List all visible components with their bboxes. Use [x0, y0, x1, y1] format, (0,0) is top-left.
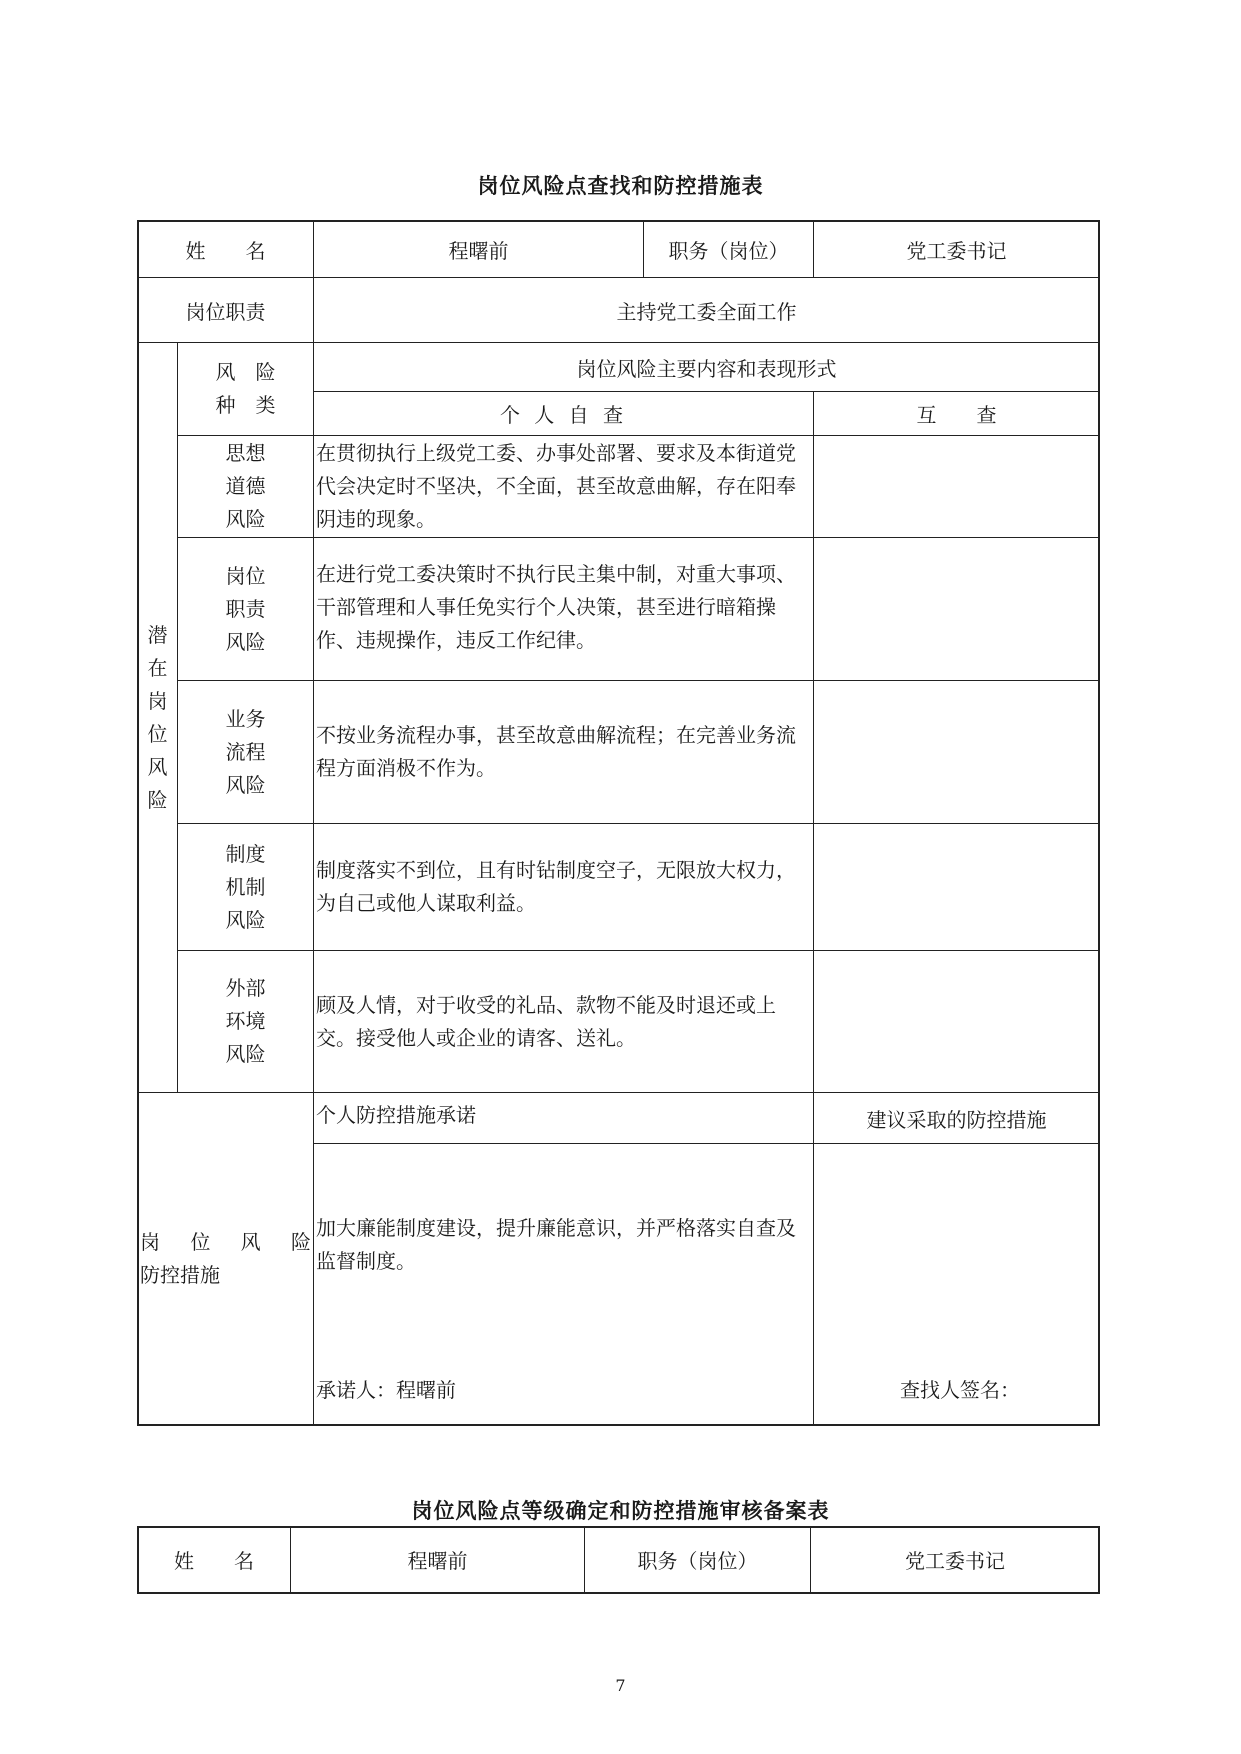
filing-name-label: 姓 名: [138, 1527, 291, 1593]
duty-label: 岗位职责: [138, 278, 314, 343]
mutual-check-cell: [814, 538, 1100, 681]
risk-type-header-line: 风 险: [215, 360, 276, 384]
side-char: 风: [147, 754, 168, 779]
risk-row: [138, 681, 1100, 824]
table2-title: 岗位风险点等级确定和防控措施审核备案表: [411, 1499, 830, 1523]
risk-type-line: 环境: [225, 1009, 266, 1033]
measures-header-row: [138, 1093, 1100, 1144]
position-label: 职务（岗位）: [644, 221, 814, 278]
risk-type-line: 思想: [225, 441, 266, 465]
table1-title: 岗位风险点查找和防控措施表: [477, 174, 764, 198]
risk-type: [178, 824, 314, 951]
promiser-label: 承诺人：程曙前: [316, 1378, 456, 1402]
position-value: 党工委书记: [814, 221, 1100, 278]
risk-type-line: 风险: [225, 629, 266, 654]
measures-label-char: 风: [240, 1230, 261, 1254]
risk-type: [178, 951, 314, 1093]
risk-row: [138, 538, 1100, 681]
name-row: [138, 221, 1100, 278]
personal-measures-header: 个人防控措施承诺: [314, 1093, 814, 1144]
self-check-text: 在进行党工委决策时不执行民主集中制，对重大事项、干部管理和人事任免实行个人决策，甚至进行暗箱操作、违规操作，违反工作纪律。: [314, 538, 814, 681]
side-char: 位: [147, 721, 168, 746]
risk-type-line: 岗位: [225, 563, 266, 588]
risk-type-line: 业务: [225, 706, 266, 731]
risk-type-line: 风险: [225, 507, 266, 531]
measures-label-line1: [140, 1226, 311, 1259]
risk-type-line: 制度: [225, 841, 266, 866]
side-char: 险: [147, 787, 168, 812]
risk-type-line: 风险: [225, 772, 266, 797]
finder-signature-label: 查找人签名：: [900, 1378, 1020, 1402]
content-header-row: [138, 343, 1100, 392]
risk-type-line: 道德: [225, 474, 266, 498]
name-label: 姓 名: [138, 221, 314, 278]
risk-type-line: 风险: [225, 1042, 266, 1066]
measures-label: [138, 1093, 314, 1426]
measures-label-char: 险: [290, 1230, 311, 1254]
risk-type: [178, 436, 314, 538]
duty-value: 主持党工委全面工作: [314, 278, 1100, 343]
filing-table: [137, 1526, 1100, 1593]
risk-row: [138, 951, 1100, 1093]
measures-label-char: 位: [190, 1230, 211, 1254]
risk-type: [178, 681, 314, 824]
self-check-text: 顾及人情，对于收受的礼品、款物不能及时退还或上交。接受他人或企业的请客、送礼。: [314, 951, 814, 1093]
filing-position-value: 党工委书记: [811, 1527, 1100, 1593]
risk-type: [178, 538, 314, 681]
filing-position-label: 职务（岗位）: [585, 1527, 811, 1593]
mutual-check-cell: [814, 436, 1100, 538]
suggested-measures-header: 建议采取的防控措施: [814, 1093, 1100, 1144]
risk-row: [138, 436, 1100, 538]
side-char: 潜: [147, 622, 168, 647]
risk-type-line: 风险: [225, 907, 266, 932]
mutual-check-cell: [814, 824, 1100, 951]
mutual-check-cell: [814, 951, 1100, 1093]
risk-type-header: [178, 343, 314, 436]
risk-row: [138, 824, 1100, 951]
measures-label-line2: 防控措施: [140, 1263, 220, 1287]
duty-row: [138, 278, 1100, 343]
suggested-measures-cell: [814, 1144, 1100, 1426]
side-char: 在: [147, 655, 168, 680]
mutual-check-header: 互 查: [814, 392, 1100, 436]
risk-type-line: 机制: [225, 874, 266, 899]
risk-type-line: 流程: [225, 739, 266, 764]
self-check-text: 制度落实不到位，且有时钻制度空子，无限放大权力，为自己或他人谋取利益。: [314, 824, 814, 951]
risk-type-line: 外部: [225, 976, 266, 1000]
risk-type-header-line: 种 类: [215, 393, 276, 417]
measures-label-char: 岗: [140, 1230, 160, 1254]
self-check-header: 个 人 自 查: [314, 392, 814, 436]
content-header: 岗位风险主要内容和表现形式: [314, 343, 1100, 392]
mutual-check-cell: [814, 681, 1100, 824]
personal-measures-cell: [314, 1144, 814, 1426]
side-char: 岗: [147, 688, 168, 713]
filing-name-row: [138, 1527, 1100, 1593]
self-check-text: 不按业务流程办事，甚至故意曲解流程；在完善业务流程方面消极不作为。: [314, 681, 814, 824]
potential-risk-side-label: [138, 343, 178, 1093]
personal-measures-text: 加大廉能制度建设，提升廉能意识，并严格落实自查及监督制度。: [316, 1216, 796, 1273]
name-value: 程曙前: [314, 221, 644, 278]
risk-table: [137, 220, 1100, 1426]
risk-type-line: 职责: [225, 596, 266, 621]
filing-name-value: 程曙前: [291, 1527, 585, 1593]
self-check-text: 在贯彻执行上级党工委、办事处部署、要求及本街道党代会决定时不坚决，不全面，甚至故意曲解，存在阳奉阴违的现象。: [314, 436, 814, 538]
page-number: 7: [615, 1676, 626, 1695]
